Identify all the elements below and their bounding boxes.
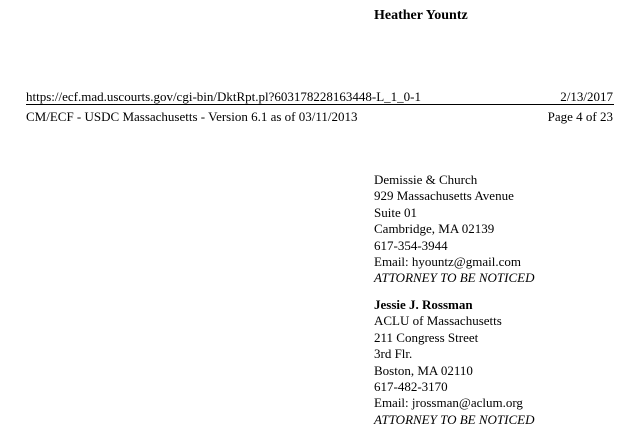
attorney-name: Jessie J. Rossman xyxy=(374,297,473,312)
system-version: CM/ECF - USDC Massachusetts - Version 6.1 as of 03/11/2013 xyxy=(26,109,358,124)
print-date: 2/13/2017 xyxy=(560,89,613,104)
phone: 617-354-3944 xyxy=(374,237,448,253)
city-state-zip: Boston, MA 02110 xyxy=(374,362,473,378)
phone: 617-482-3170 xyxy=(374,379,448,395)
city-state-zip: Cambridge, MA 02139 xyxy=(374,221,495,237)
page-number: Page 4 of 23 xyxy=(547,109,613,124)
address-suite: Suite 01 xyxy=(374,204,417,220)
header-divider xyxy=(26,104,614,105)
email[interactable]: Email: hyountz@gmail.com xyxy=(374,254,521,270)
organization: ACLU of Massachusetts xyxy=(374,313,502,329)
firm-name: Demissie & Church xyxy=(374,172,478,187)
page-url[interactable]: https://ecf.mad.uscourts.gov/cgi-bin/DktRpt.pl?603178228163448-L_1_0-1 xyxy=(26,89,422,104)
address-line: 211 Congress Street xyxy=(374,329,479,345)
attorney-contact-block xyxy=(374,172,535,287)
email[interactable]: Email: jrossman@aclum.org xyxy=(374,395,523,411)
address-line: 929 Massachusetts Avenue xyxy=(374,188,514,204)
notice-status: ATTORNEY TO BE NOTICED xyxy=(374,270,535,286)
attorney-contact-block xyxy=(374,297,535,428)
notice-status: ATTORNEY TO BE NOTICED xyxy=(374,411,535,427)
address-floor: 3rd Flr. xyxy=(374,346,413,362)
attorney-name-heather-yountz: Heather Yountz xyxy=(374,8,468,23)
